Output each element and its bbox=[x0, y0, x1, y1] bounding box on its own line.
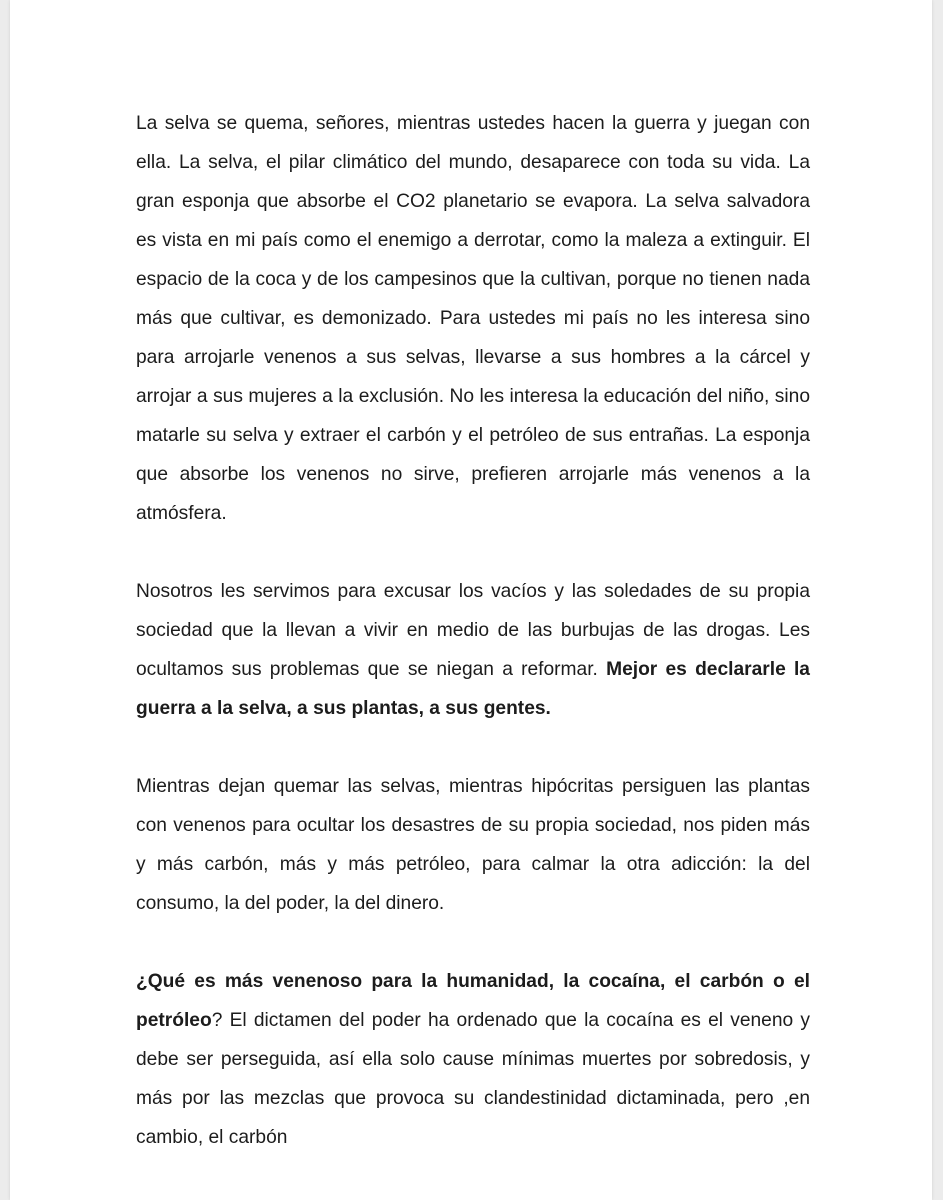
paragraph-3 bbox=[136, 767, 810, 923]
paragraph-2-text: Nosotros les servimos para excusar los vacíos y las soledades de su propia sociedad que la llevan a vivir en medio de las burbujas de las drogas. Les ocultamos sus problemas que se niegan a reformar. bbox=[136, 581, 810, 680]
paragraph-4 bbox=[136, 962, 810, 1157]
paragraph-3-text: Mientras dejan quemar las selvas, mientras hipócritas persiguen las plantas con venenos para ocultar los desastres de su propia sociedad, nos piden más y más carbón, más y más petróleo, para calmar la otra adicción: la del consumo, la del poder, la del dinero. bbox=[136, 776, 810, 914]
paragraph-2-bold-text: Mejor es declararle la guerra a la selva, a sus plantas, a sus gentes. bbox=[136, 659, 810, 719]
paragraph-4-bold-question: ¿Qué es más venenoso para la humanidad, la cocaína, el carbón o el petróleo bbox=[136, 971, 810, 1031]
paragraph-1-text: La selva se quema, señores, mientras ustedes hacen la guerra y juegan con ella. La selva, el pilar climático del mundo, desaparece con toda su vida. La gran esponja que absorbe el CO2 planetario se evapora. La selva salvadora es vista en mi país como el enemigo a derrotar, como la maleza a extinguir. El espacio de la coca y de los campesinos que la cultivan, porque no tienen nada más que cultivar, es demonizado. Para ustedes mi país no les interesa sino para arrojarle venenos a sus selvas, llevarse a sus hombres a la cárcel y arrojar a sus mujeres a la exclusión. No les interesa la educación del niño, sino matarle su selva y extraer el carbón y el petróleo de sus entrañas. La esponja que absorbe los venenos no sirve, prefieren arrojarle más venenos a la atmósfera. bbox=[136, 113, 810, 524]
document-body bbox=[136, 104, 810, 1157]
paragraph-1 bbox=[136, 104, 810, 533]
paragraph-2 bbox=[136, 572, 810, 728]
paragraph-4-text: ? El dictamen del poder ha ordenado que la cocaína es el veneno y debe ser perseguida, así ella solo cause mínimas muertes por sobredosis, y más por las mezclas que provoca su clandestinidad dictaminada, pero ,en cambio, el carbón bbox=[136, 1010, 810, 1148]
document-page bbox=[10, 0, 932, 1200]
